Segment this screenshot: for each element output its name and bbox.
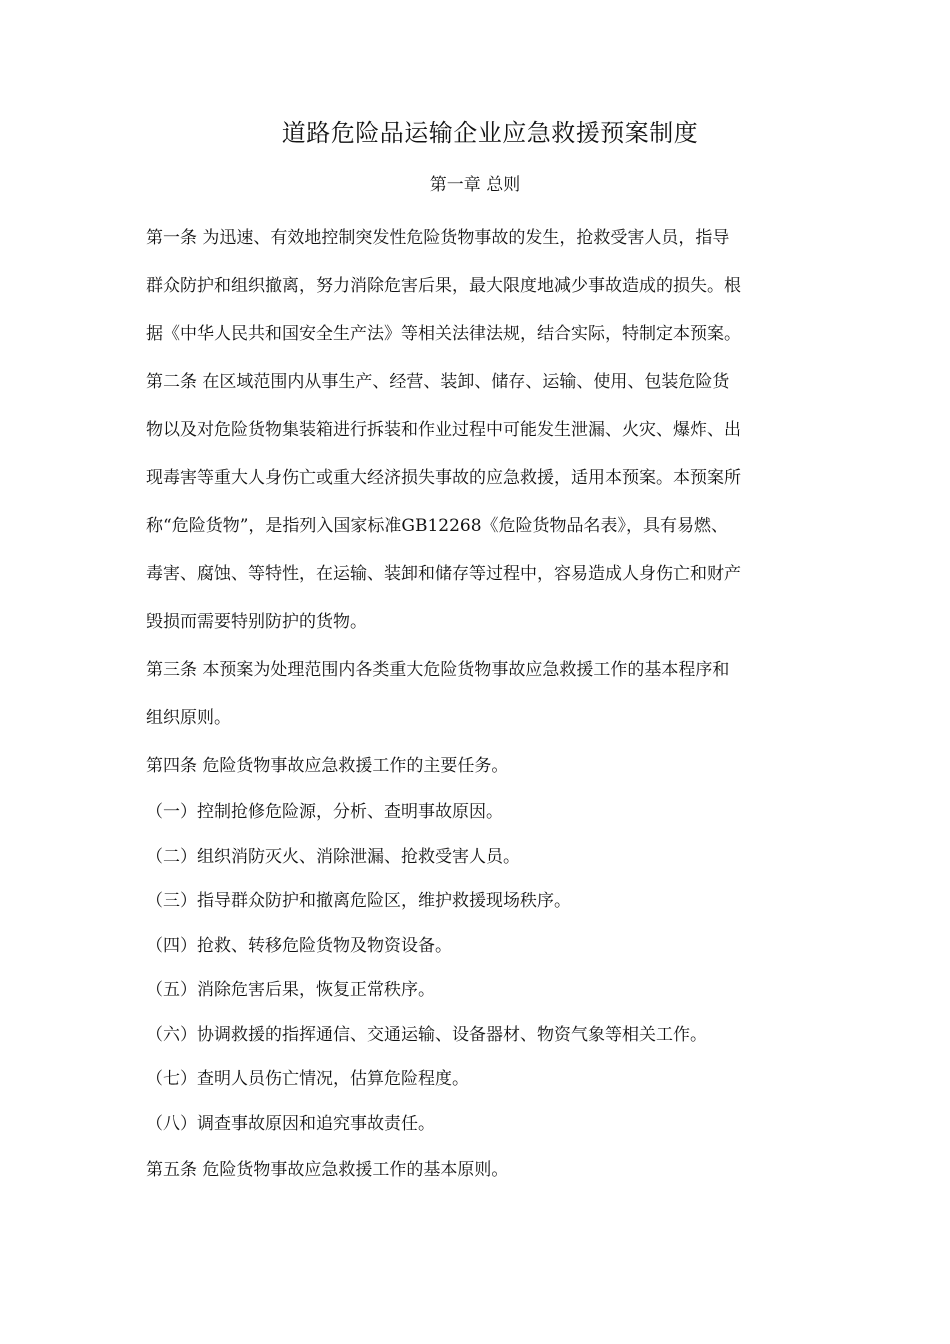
article-5: 第五条 危险货物事故应急救援工作的基本原则。: [146, 1160, 509, 1180]
task-item-1: （一）控制抢修危险源，分析、查明事故原因。: [146, 802, 503, 822]
task-item-7: （七）查明人员伤亡情况，估算危险程度。: [146, 1069, 469, 1089]
task-item-6: （六）协调救援的指挥通信、交通运输、设备器材、物资气象等相关工作。: [146, 1024, 707, 1045]
article-2-line-1: 第二条 在区域范围内从事生产、经营、装卸、储存、运输、使用、包装危险货: [146, 372, 730, 392]
task-item-2: （二）组织消防灭火、消除泄漏、抢救受害人员。: [146, 846, 520, 867]
task-item-3: （三）指导群众防护和撤离危险区，维护救援现场秩序。: [146, 891, 571, 911]
article-1: [146, 214, 810, 358]
task-item-5: （五）消除危害后果，恢复正常秩序。: [146, 980, 435, 1000]
task-item-8: （八）调查事故原因和追究事故责任。: [146, 1113, 435, 1134]
article-3-line-2: 组织原则。: [146, 708, 231, 728]
article-2-line-2: 物以及对危险货物集装箱进行拆装和作业过程中可能发生泄漏、火灾、爆炸、出: [146, 420, 741, 440]
document-title: 道路危险品运输企业应急救援预案制度: [281, 119, 699, 147]
article-1-line-2: 群众防护和组织撤离，努力消除危害后果，最大限度地减少事故造成的损失。根: [146, 276, 741, 296]
article-1-line-3: 据《中华人民共和国安全生产法》等相关法律法规，结合实际，特制定本预案。: [146, 324, 741, 344]
article-2-line-3: 现毒害等重大人身伤亡或重大经济损失事故的应急救援，适用本预案。本预案所: [146, 468, 741, 488]
task-list: [146, 790, 810, 1146]
article-4: [146, 742, 810, 790]
article-1-line-1: 第一条 为迅速、有效地控制突发性危险货物事故的发生，抢救受害人员，指导: [146, 228, 730, 248]
article-3: [146, 646, 810, 742]
article-2-line-6: 毁损而需要特别防护的货物。: [146, 612, 367, 632]
document-body: [146, 214, 810, 1194]
task-item-4: （四）抢救、转移危险货物及物资设备。: [146, 935, 452, 956]
article-2: [146, 358, 810, 646]
article-2-line-5: 毒害、腐蚀、等特性，在运输、装卸和储存等过程中，容易造成人身伤亡和财产: [146, 564, 741, 584]
article-3-line-1: 第三条 本预案为处理范围内各类重大危险货物事故应急救援工作的基本程序和: [146, 660, 730, 680]
article-2-line-4: 称“危险货物”，是指列入国家标准GB12268《危险货物品名表》，具有易燃、: [146, 516, 729, 536]
article-4-line-1: 第四条 危险货物事故应急救援工作的主要任务。: [146, 756, 509, 776]
chapter-title: 第一章 总则: [429, 175, 521, 195]
